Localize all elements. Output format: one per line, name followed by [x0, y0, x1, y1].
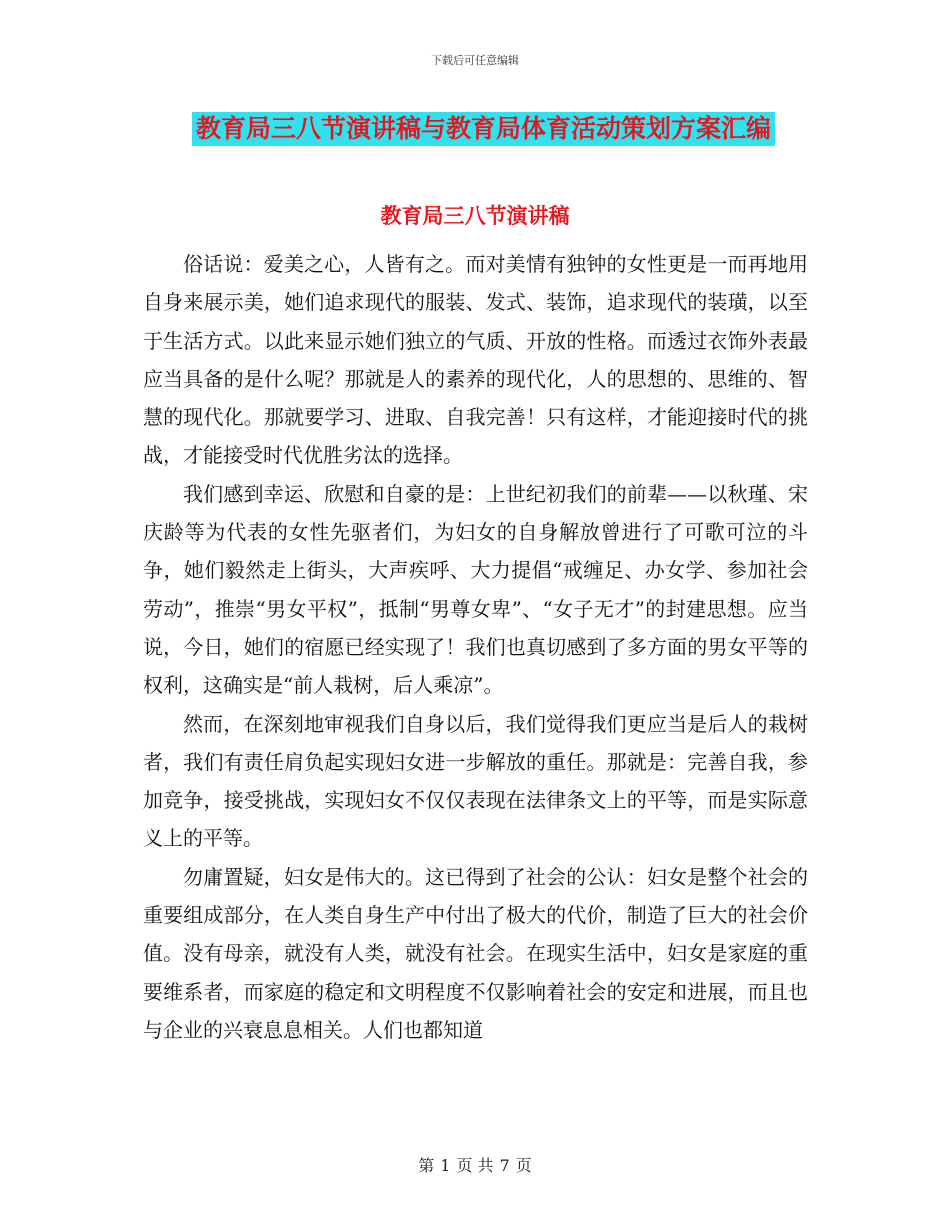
paragraph: 勿庸置疑，妇女是伟大的。这已得到了社会的公认：妇女是整个社会的重要组成部分，在人类自身生产中付出了极大的代价，制造了巨大的社会价值。没有母亲，就没有人类，就没有社会。在现实生活中，妇女是家庭的重要维系者，而家庭的稳定和文明程度不仅影响着社会的安定和进展，而且也与企业的兴衰息息相关。人们也都知道	[143, 864, 808, 1042]
header-note: 下载后可任意编辑	[431, 54, 519, 67]
page-number: 1	[440, 1156, 451, 1175]
footer-prefix: 第	[418, 1156, 435, 1175]
paragraph: 我们感到幸运、欣慰和自豪的是：上世纪初我们的前辈——以秋瑾、宋庆龄等为代表的女性先驱者们，为妇女的自身解放曾进行了可歌可泣的斗争，她们毅然走上街头，大声疾呼、大力提倡“戒缠足、办女学、参加社会劳动”，推崇“男女平权”，抵制“男尊女卑”、“女子无才”的封建思想。应当说，今日，她们的宿愿已经实现了！我们也真切感到了多方面的男女平等的权利，这确实是“前人栽树，后人乘凉”。	[143, 481, 808, 698]
page-total: 7	[499, 1156, 510, 1175]
footer-suffix: 页	[515, 1156, 532, 1175]
document-body	[143, 245, 808, 1049]
document-title: 教育局三八节演讲稿与教育局体育活动策划方案汇编	[192, 112, 775, 146]
paragraph: 然而，在深刻地审视我们自身以后，我们觉得我们更应当是后人的栽树者，我们有责任肩负起实现妇女进一步解放的重任。那就是：完善自我，参加竞争，接受挑战，实现妇女不仅仅表现在法律条文上的平等，而是实际意义上的平等。	[143, 711, 808, 851]
page-footer	[0, 1153, 950, 1176]
footer-middle: 页 共	[456, 1156, 494, 1175]
section-title: 教育局三八节演讲稿	[380, 204, 570, 228]
paragraph: 俗话说：爱美之心，人皆有之。而对美情有独钟的女性更是一而再地用自身来展示美，她们追求现代的服装、发式、装饰，追求现代的装璜，以至于生活方式。以此来显示她们独立的气质、开放的性格。而透过衣饰外表最应当具备的是什么呢？那就是人的素养的现代化，人的思想的、思维的、智慧的现代化。那就要学习、进取、自我完善！只有这样，才能迎接时代的挑战，才能接受时代优胜劣汰的选择。	[143, 252, 808, 468]
